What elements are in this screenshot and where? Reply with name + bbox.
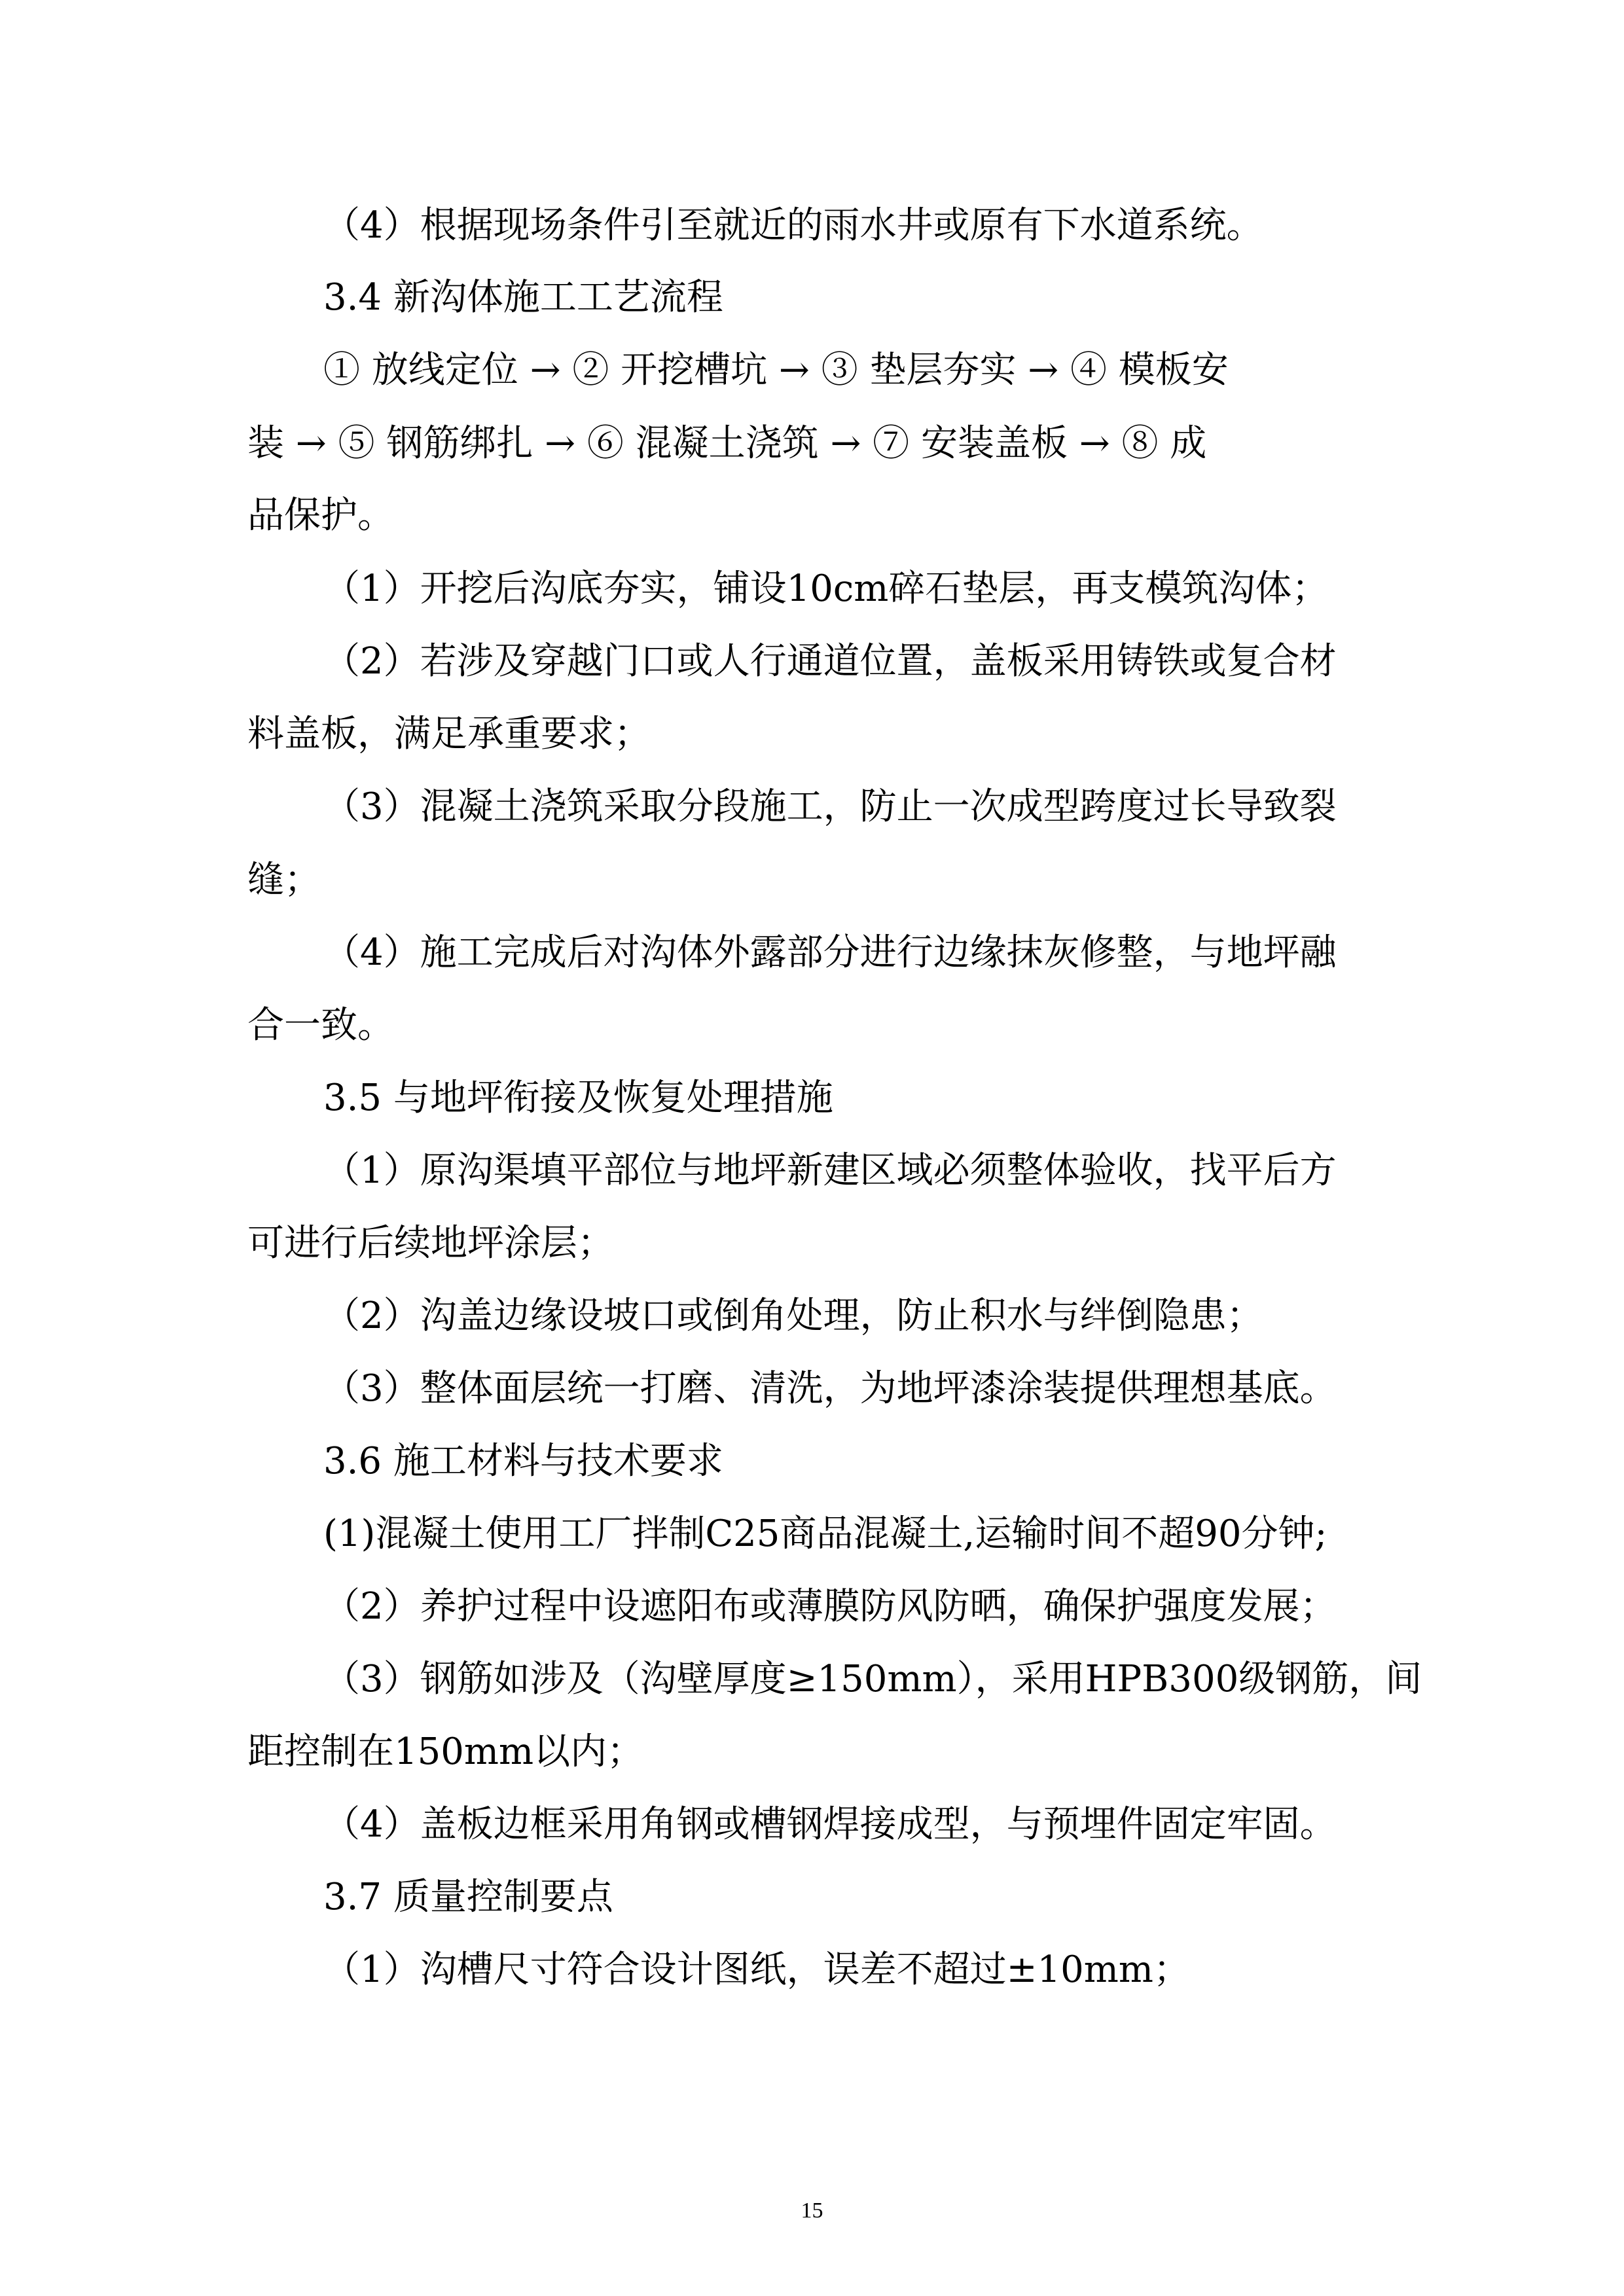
paragraph-line: 可进行后续地坪涂层； (247, 1222, 614, 1265)
paragraph-line: （3）钢筋如涉及（沟壁厚度≥150mm），采用HPB300级钢筋，间 (323, 1658, 1422, 1700)
paragraph-line: （3）混凝土浇筑采取分段施工，防止一次成型跨度过长导致裂 (323, 785, 1337, 828)
process-flow-text: ① 放线定位 → ② 开挖槽坑 → ③ 垫层夯实 → ④ 模板安 (323, 349, 1229, 391)
paragraph-line: （4）根据现场条件引至就近的雨水井或原有下水道系统。 (323, 204, 1263, 247)
paragraph-line: （2）沟盖边缘设坡口或倒角处理，防止积水与绊倒隐患； (323, 1295, 1263, 1337)
paragraph-line: (1)混凝土使用工厂拌制C25商品混凝土,运输时间不超90分钟; (323, 1513, 1327, 1555)
process-flow-text: 装 → ⑤ 钢筋绑扎 → ⑥ 混凝土浇筑 → ⑦ 安装盖板 → ⑧ 成 (247, 422, 1207, 465)
paragraph-line: （1）开挖后沟底夯实，铺设10cm碎石垫层，再支模筑沟体； (323, 567, 1329, 610)
section-heading-3-4: 3.4 新沟体施工工艺流程 (323, 276, 723, 319)
page-number: 15 (801, 2198, 823, 2223)
paragraph-line: （2）养护过程中设遮阳布或薄膜防风防晒，确保护强度发展； (323, 1585, 1337, 1628)
paragraph-line: （3）整体面层统一打磨、清洗，为地坪漆涂装提供理想基底。 (323, 1367, 1337, 1410)
paragraph-line: （4）盖板边框采用角钢或槽钢焊接成型，与预埋件固定牢固。 (323, 1803, 1337, 1846)
process-flow-line-3: 品保护。 (247, 494, 394, 537)
paragraph-line: 料盖板，满足承重要求； (247, 713, 651, 755)
paragraph-line: （2）若涉及穿越门口或人行通道位置，盖板采用铸铁或复合材 (323, 640, 1337, 683)
paragraph-line: 合一致。 (247, 1004, 394, 1047)
section-heading-3-5: 3.5 与地坪衔接及恢复处理措施 (323, 1077, 833, 1119)
paragraph-line: （4）施工完成后对沟体外露部分进行边缘抹灰修整，与地坪融 (323, 931, 1337, 974)
section-heading-3-7: 3.7 质量控制要点 (323, 1876, 613, 1918)
process-flow-line-1 (323, 348, 1387, 393)
paragraph-line: （1）原沟渠填平部位与地坪新建区域必须整体验收，找平后方 (323, 1149, 1337, 1192)
section-heading-3-6: 3.6 施工材料与技术要求 (323, 1440, 723, 1482)
paragraph-line: 缝； (247, 859, 321, 901)
paragraph-line: （1）沟槽尺寸符合设计图纸，误差不超过±10mm； (323, 1948, 1191, 1991)
process-flow-line-2 (247, 421, 1386, 467)
paragraph-line: 距控制在150mm以内； (247, 1731, 644, 1773)
